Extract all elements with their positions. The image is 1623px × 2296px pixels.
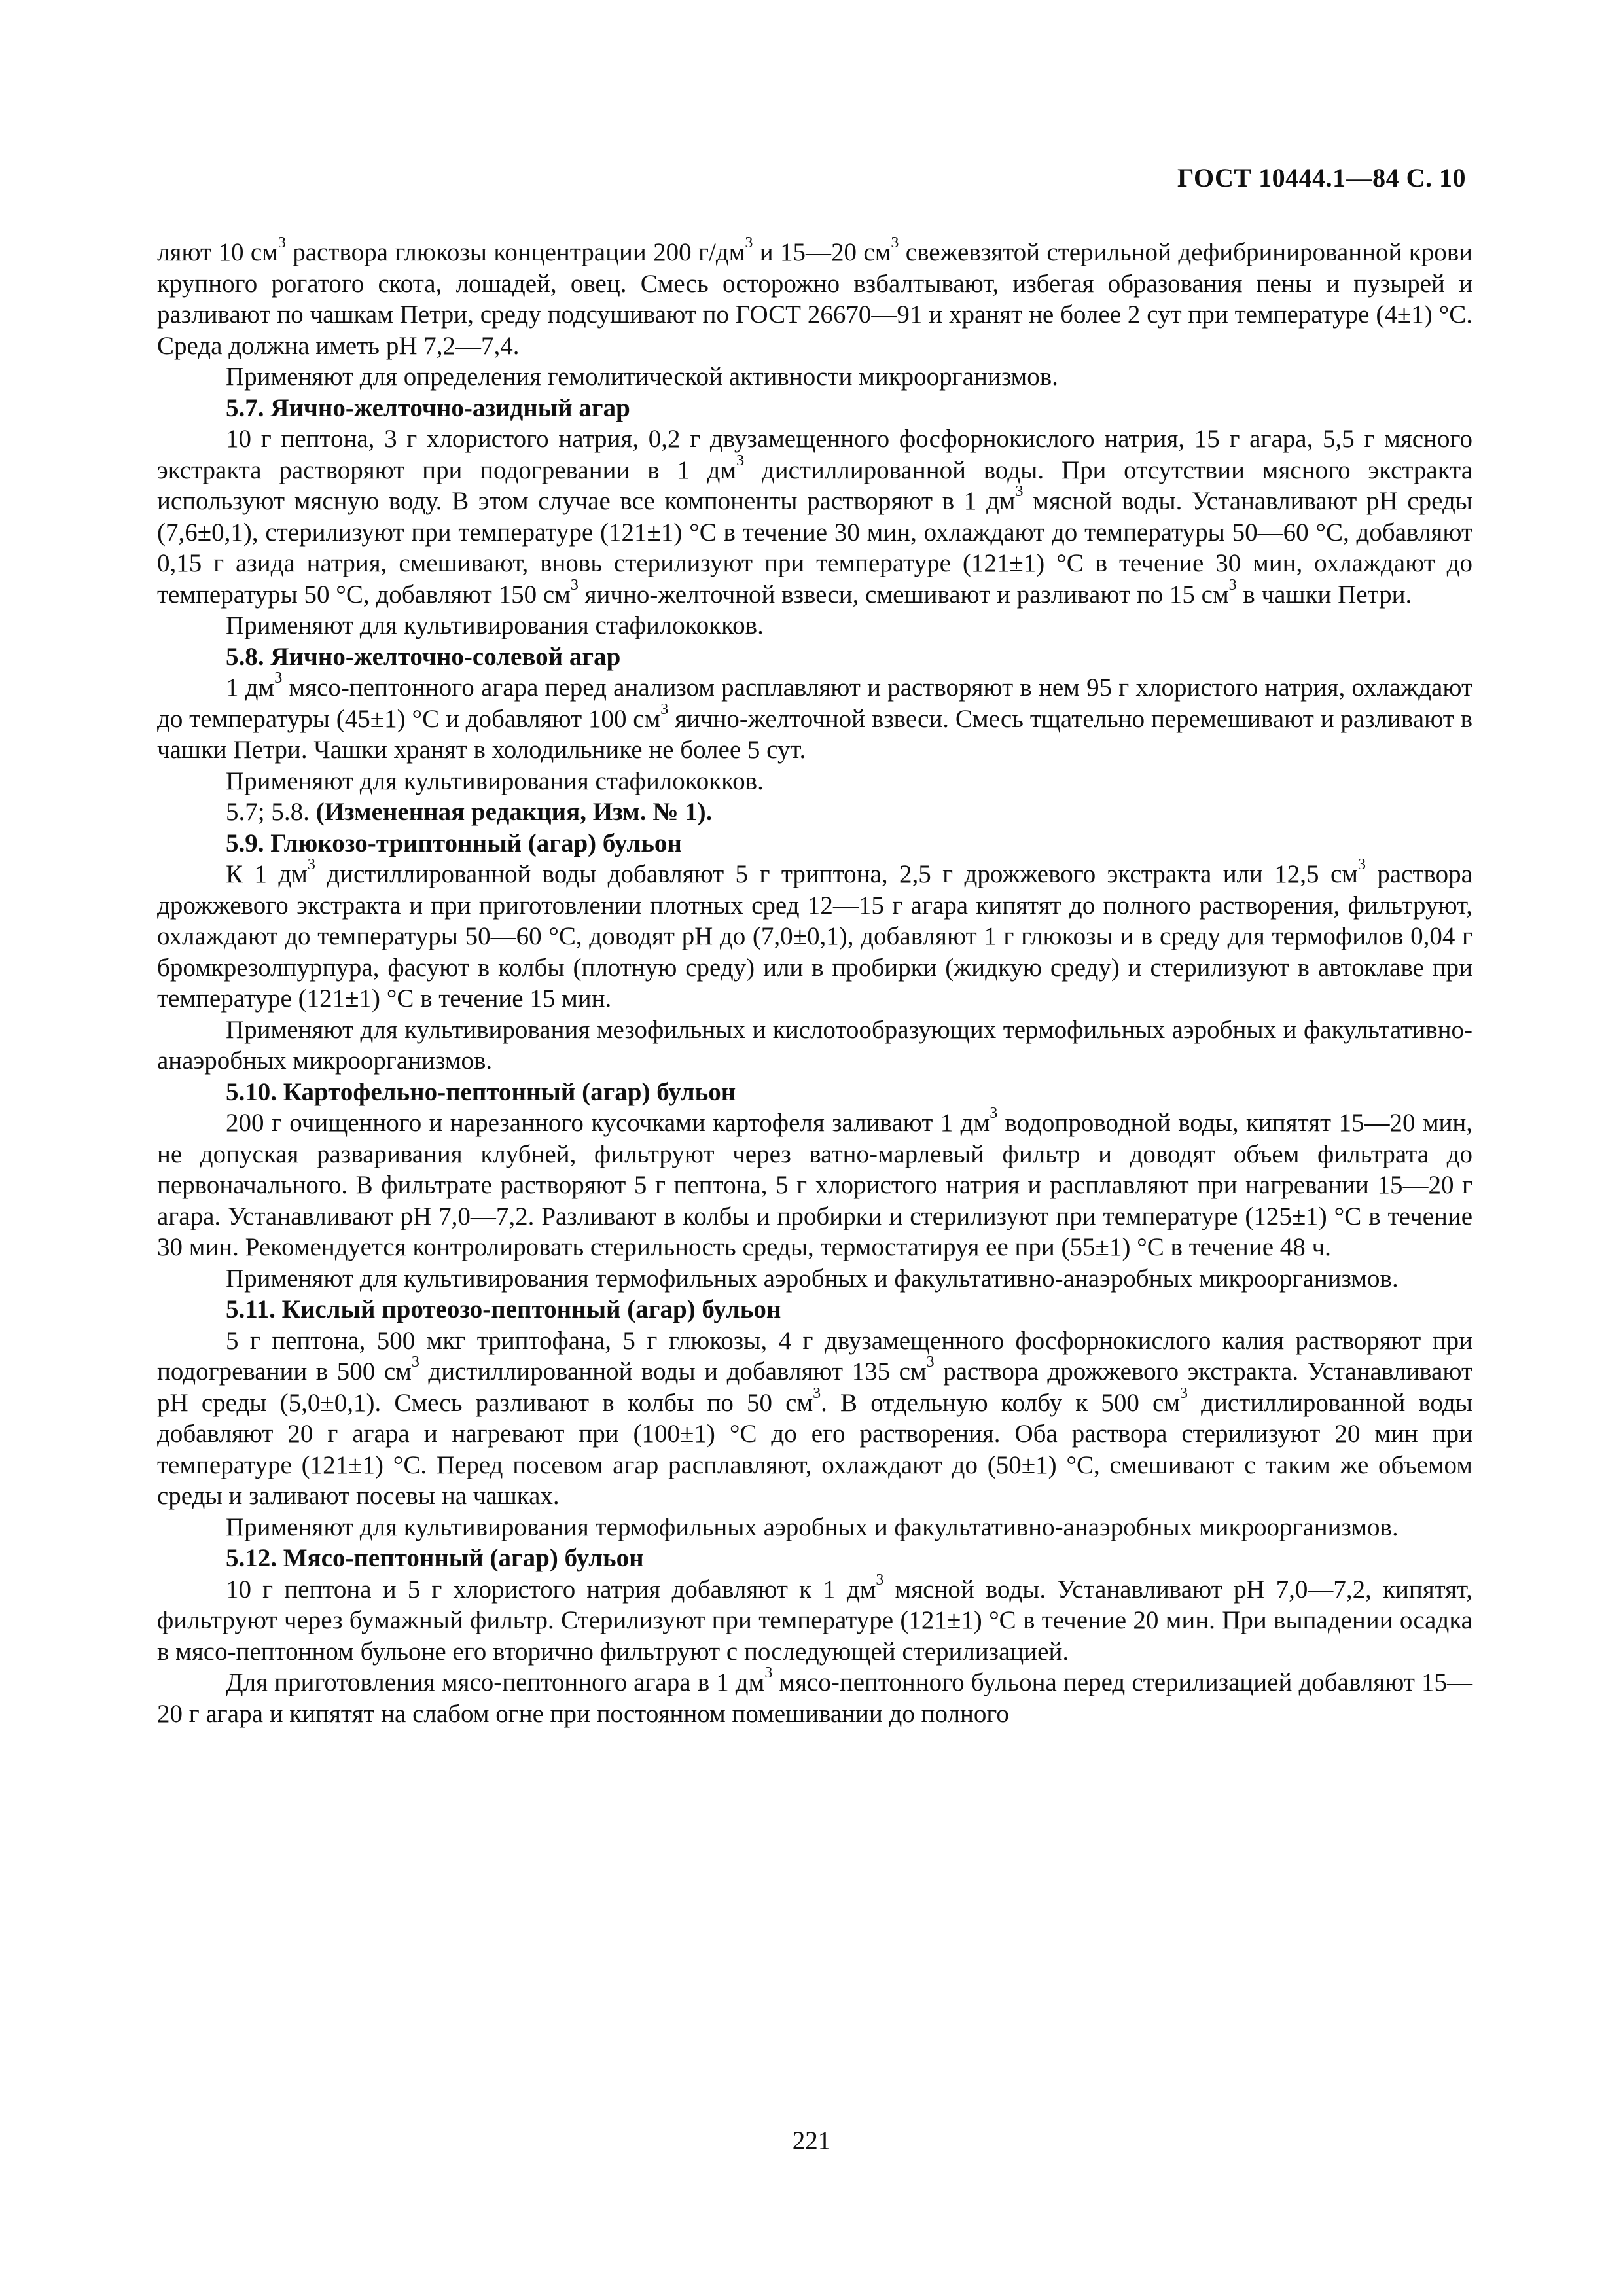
paragraph: 5.7; 5.8. (Измененная редакция, Изм. № 1). (226, 798, 713, 826)
paragraph: Для приготовления мясо-пептонного агара в 1 $дм^3$ мясо-пептонного бульона перед стерилизацией добавляют 15—20 г агара и кипятят на слабом огне при постоянном помешивании до полного (157, 1664, 1472, 1728)
section-heading: 5.7. Яично-желточно-азидный агар (226, 393, 630, 422)
paragraph: 5 г пептона, 500 мкг триптофана, 5 г глюкозы, 4 г двузамещенного фосфорнокислого калия растворяют при подогревании в 500 $см^3$ дистиллированной воды и добавляют 135 $см^3$ раствора дрожжевого экстракта. Устанавливают рН среды (5,0±0,1). Смесь разливают в колбы по 50 $см^3$. В отдельную колбу к 500 $см^3$ дистиллированной воды добавляют 20 г агара и нагревают при (100±1) °С до его растворения. Оба раствора стерилизуют 20 мин при температуре (121±1) °С. Перед посевом агар расплавляют, охлаждают до (50±1) °С, смешивают с таким же объемом среды и заливают посевы на чашках. (157, 1326, 1473, 1510)
paragraph: 10 г пептона и 5 г хлористого натрия добавляют к 1 $дм^3$ мясной воды. Устанавливают рН 7,0—7,2, кипятят, фильтруют через бумажный фильтр. Стерилизуют при температуре (121±1) °С в течение 20 мин. При выпадении осадка в мясо-пептонном бульоне его вторично фильтруют с последующей стерилизацией. (157, 1571, 1472, 1666)
paragraph: ляют 10 $см^3$ раствора глюкозы концентрации 200 $г/дм^3$ и 15—20 $см^3$ свежевзятой стерильной дефибринированной крови крупного рогатого скота, лошадей, овец. Смесь осторожно взбалтывают, избегая образования пены и пузырей и разливают по чашкам Петри, среду подсушивают по ГОСТ 26670—91 и хранят не более 2 сут при температуре (4±1) °С. Среда должна иметь рН 7,2—7,4. (157, 234, 1473, 360)
paragraph: Применяют для культивирования термофильных аэробных и факультативно-анаэробных микроорганизмов. (226, 1513, 1399, 1541)
page-header: ГОСТ 10444.1—84 С. 10 (1177, 163, 1466, 192)
paragraph: Применяют для культивирования мезофильных и кислотообразующих термофильных аэробных и факультативно-анаэробных микроорганизмов. (157, 1015, 1472, 1075)
document-body (157, 234, 1473, 1729)
section-heading: 5.11. Кислый протеозо-пептонный (агар) бульон (226, 1295, 781, 1323)
paragraph: Применяют для культивирования термофильных аэробных и факультативно-анаэробных микроорганизмов. (226, 1264, 1399, 1293)
paragraph: 1 $дм^3$ мясо-пептонного агара перед анализом расплавляют и растворяют в нем 95 г хлористого натрия, охлаждают до температуры (45±1) °С и добавляют 100 $см^3$ яично-желточной взвеси. Смесь тщательно перемешивают и разливают в чашки Петри. Чашки хранят в холодильнике не более 5 сут. (157, 670, 1472, 764)
paragraph: Применяют для культивирования стафилококков. (226, 766, 764, 795)
paragraph: К 1 $дм^3$ дистиллированной воды добавляют 5 г триптона, 2,5 г дрожжевого экстракта или 12,5 $см^3$ раствора дрожжевого экстракта и при приготовлении плотных сред 12—15 г агара кипятят до полного растворения, фильтруют, охлаждают до температуры 50—60 °С, доводят рН до (7,0±0,1), добавляют 1 г глюкозы и в среду для термофилов 0,04 г бромкрезолпурпура, фасуют в колбы (плотную среду) или в пробирки (жидкую среду) и стерилизуют в автоклаве при температуре (121±1) °С в течение 15 мин. (157, 856, 1472, 1013)
section-heading: 5.10. Картофельно-пептонный (агар) бульон (226, 1077, 736, 1106)
paragraph: 200 г очищенного и нарезанного кусочками картофеля заливают 1 $дм^3$ водопроводной воды, кипятят 15—20 мин, не допуская разваривания клубней, фильтруют через ватно-марлевый фильтр и доводят объем фильтрата до первоначального. В фильтрате растворяют 5 г пептона, 5 г хлористого натрия и расплавляют при нагревании 15—20 г агара. Устанавливают рН 7,0—7,2. Разливают в колбы и пробирки и стерилизуют при температуре (125±1) °С в течение 30 мин. Рекомендуется контролировать стерильность среды, термостатируя ее при (55±1) °С в течение 48 ч. (157, 1105, 1472, 1261)
section-heading: 5.8. Яично-желточно-солевой агар (226, 642, 621, 671)
section-heading: 5.9. Глюкозо-триптонный (агар) бульон (226, 829, 682, 857)
section-heading: 5.12. Мясо-пептонный (агар) бульон (226, 1544, 644, 1572)
page-number: 221 (792, 2126, 831, 2155)
paragraph: Применяют для определения гемолитической активности микроорганизмов. (226, 363, 1058, 391)
paragraph: 10 г пептона, 3 г хлористого натрия, 0,2 г двузамещенного фосфорнокислого натрия, 15 г агара, 5,5 г мясного экстракта растворяют при подогревании в 1 $дм^3$ дистиллированной воды. При отсутствии мясного экстракта используют мясную воду. В этом случае все компоненты растворяют в 1 $дм^3$ мясной воды. Устанавливают рН среды (7,6±0,1), стерилизуют при температуре (121±1) °С в течение 30 мин, охлаждают до температуры 50—60 °С, добавляют 0,15 г азида натрия, смешивают, вновь стерилизуют при температуре (121±1) °С в течение 30 мин, охлаждают до температуры 50 °С, добавляют 150 $см^3$ яично-желточной взвеси, смешивают и разливают по 15 $см^3$ в чашки Петри. (157, 425, 1472, 609)
paragraph: Применяют для культивирования стафилококков. (226, 611, 764, 639)
